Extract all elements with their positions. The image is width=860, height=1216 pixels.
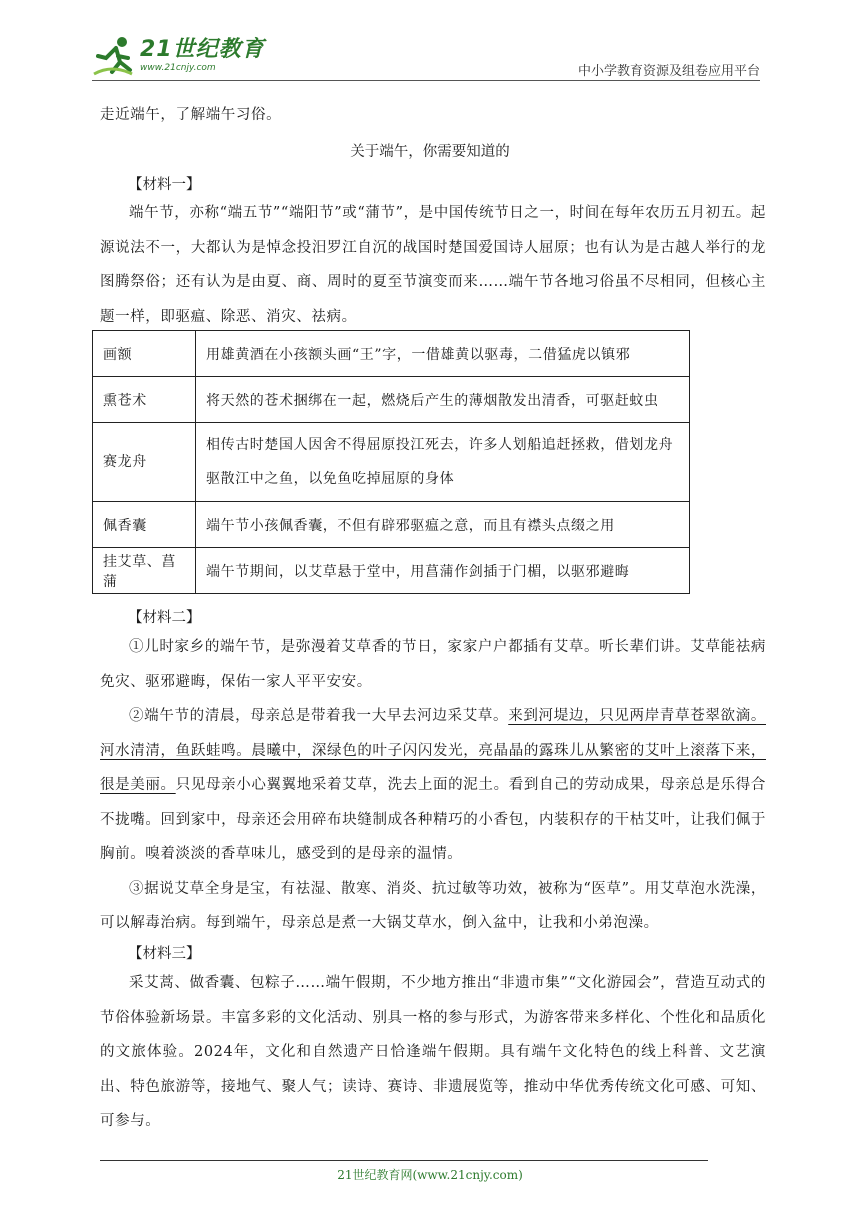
- table-row: [93, 548, 690, 594]
- material1-paragraph: 端午节，亦称“端五节”“端阳节”或“蒲节”，是中国传统节日之一，时间在每年农历五月初五。起源说法不一，大都认为是悼念投汨罗江自沉的战国时楚国爱国诗人屈原；也有认为是古越人举行的龙图腾祭俗；还有认为是由夏、商、周时的夏至节演变而来……端午节各地习俗虽不尽相同，但核心主题一样，即驱瘟、除恶、消灾、祛病。: [100, 205, 766, 325]
- material2-label: 【材料二】: [128, 610, 201, 626]
- material2-paragraph-1: ①儿时家乡的端午节，是弥漫着艾草香的节日，家家户户都插有艾草。听长辈们讲。艾草能祛病免灾、驱邪避晦，保佑一家人平平安安。: [100, 639, 766, 690]
- footer-link[interactable]: 21世纪教育网(www.21cnjy.com): [337, 1168, 523, 1182]
- custom-desc: 用雄黄酒在小孩额头画“王”字，一借雄黄以驱毒，二借猛虎以镇邪: [196, 331, 690, 377]
- custom-name: 熏苍术: [93, 377, 196, 423]
- header-divider: [92, 80, 760, 81]
- custom-desc: 相传古时楚国人因舍不得屈原投江死去，许多人划船追赶拯救，借划龙舟驱散江中之鱼，以免鱼吃掉屈原的身体: [196, 423, 690, 502]
- intro-line: [100, 98, 766, 133]
- custom-desc: 端午节期间，以艾草悬于堂中，用菖蒲作剑插于门楣，以驱邪避晦: [196, 548, 690, 594]
- material3-paragraph: 采艾蒿、做香囊、包粽子……端午假期，不少地方推出“非遗市集”“文化游园会”，营造互动式的节俗体验新场景。丰富多彩的文化活动、别具一格的参与形式，为游客带来多样化、个性化和品质化的文旅体验。2024年，文化和自然遗产日恰逢端午假期。具有端午文化特色的线上科普、文艺演出、特色旅游等，接地气、聚人气；读诗、赛诗、非遗展览等，推动中华优秀传统文化可感、可知、可参与。: [100, 975, 766, 1129]
- p2-text-after: 只见母亲小心翼翼地采着艾草，洗去上面的泥土。看到自己的劳动成果，母亲总是乐得合不拢嘴。回到家中，母亲还会用碎布块缝制成各种精巧的小香包，内装积存的干枯艾叶，让我们佩于胸前。嗅着淡淡的香草味儿，感受到的是母亲的温情。: [100, 777, 766, 862]
- custom-name: 画额: [93, 331, 196, 377]
- logo-main-text: 21世纪教育: [140, 37, 265, 62]
- custom-desc: 端午节小孩佩香囊，不但有辟邪驱瘟之意，而且有襟头点缀之用: [196, 502, 690, 548]
- platform-name: 中小学教育资源及组卷应用平台: [577, 64, 760, 79]
- site-logo[interactable]: [92, 34, 265, 78]
- custom-name: 佩香囊: [93, 502, 196, 548]
- logo-url-text: www.21cnjy.com: [140, 63, 216, 73]
- footer-divider: [100, 1160, 708, 1161]
- custom-desc: 将天然的苍术捆绑在一起，燃烧后产生的薄烟散发出清香，可驱赶蚊虫: [196, 377, 690, 423]
- page-header: [92, 30, 760, 82]
- runner-logo-icon: [92, 34, 136, 78]
- custom-name: 挂艾草、菖蒲: [93, 548, 196, 594]
- p2-text-before: ②端午节的清晨，母亲总是带着我一大早去河边采艾草。: [129, 708, 509, 724]
- logo-text: [140, 39, 265, 73]
- material1-body: [100, 196, 766, 334]
- material1-label: 【材料一】: [128, 177, 201, 193]
- customs-table: [92, 330, 690, 594]
- material2-paragraph-2: [100, 699, 766, 872]
- table-row: [93, 423, 690, 502]
- table-row: [93, 331, 690, 377]
- table-row: [93, 377, 690, 423]
- material3-label: 【材料三】: [128, 946, 201, 962]
- section-title: 关于端午，你需要知道的: [350, 144, 510, 160]
- material2-paragraph-3: ③据说艾草全身是宝，有祛湿、散寒、消炎、抗过敏等功效，被称为“医草”。用艾草泡水洗澡，可以解毒治病。每到端午，母亲总是煮一大锅艾草水，倒入盆中，让我和小弟泡澡。: [100, 880, 766, 931]
- material3-body: [100, 966, 766, 1139]
- material2-body: [100, 630, 766, 941]
- custom-name: 赛龙舟: [93, 423, 196, 502]
- p2-underlined-text: 来到河堤边，只见两岸青草苍翠欲滴。河水清清，鱼跃蛙鸣。晨曦中，深绿色的叶子闪闪发光，亮晶晶的露珠儿从繁密的艾叶上滚落下来，很是美丽。: [100, 708, 766, 793]
- table-row: [93, 502, 690, 548]
- intro-text: 走近端午，了解端午习俗。: [100, 107, 282, 123]
